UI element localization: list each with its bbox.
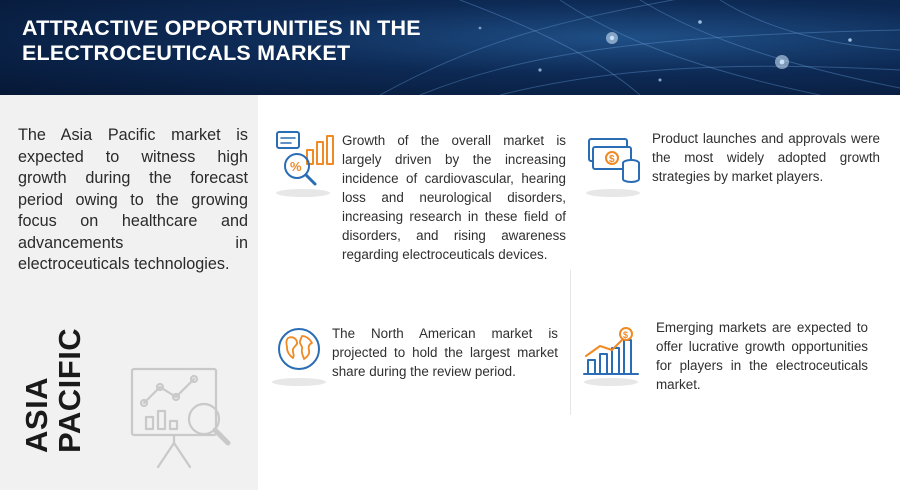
icon-shadow xyxy=(272,378,326,386)
insight-north-america xyxy=(270,320,570,400)
insight-growth-strategies xyxy=(582,125,887,245)
growth-chart-icon xyxy=(582,326,640,378)
region-panel xyxy=(0,95,258,490)
insight-text: The North American market is projected to hold the largest market share during the review period. xyxy=(332,326,558,379)
page-title: ATTRACTIVE OPPORTUNITIES IN THE ELECTROCEUTICALS MARKET xyxy=(22,16,421,65)
insight-text: Emerging markets are expected to offer lucrative growth opportunities for players in the electroceuticals market. xyxy=(656,320,868,392)
money-stack-icon xyxy=(585,133,645,187)
region-summary: The Asia Pacific market is expected to witness high growth during the forecast period owing to the growing focus on healthcare and advancements in electroceuticals technologies. xyxy=(18,126,248,273)
svg-text:$: $ xyxy=(609,154,615,165)
market-analysis-icon xyxy=(273,128,337,190)
content-divider xyxy=(570,270,571,415)
insight-market-drivers xyxy=(270,125,570,275)
svg-text:%: % xyxy=(290,159,302,174)
icon-shadow xyxy=(584,378,638,386)
region-label: ASIA PACIFIC xyxy=(19,327,87,453)
insight-text: Growth of the overall market is largely driven by the increasing incidence of cardiovascular, hearing loss and neurological disorders, increasing research in these field of disorders, and rising awareness regarding electroceuticals devices. xyxy=(342,133,566,262)
icon-shadow xyxy=(586,189,640,197)
globe-icon xyxy=(274,324,324,374)
svg-text:$: $ xyxy=(623,330,629,340)
analytics-board-icon xyxy=(128,363,234,473)
icon-shadow xyxy=(276,189,330,197)
insight-text: Product launches and approvals were the most widely adopted growth strategies by market players. xyxy=(652,131,880,184)
insight-emerging-markets xyxy=(582,318,887,408)
header-banner xyxy=(0,0,900,95)
